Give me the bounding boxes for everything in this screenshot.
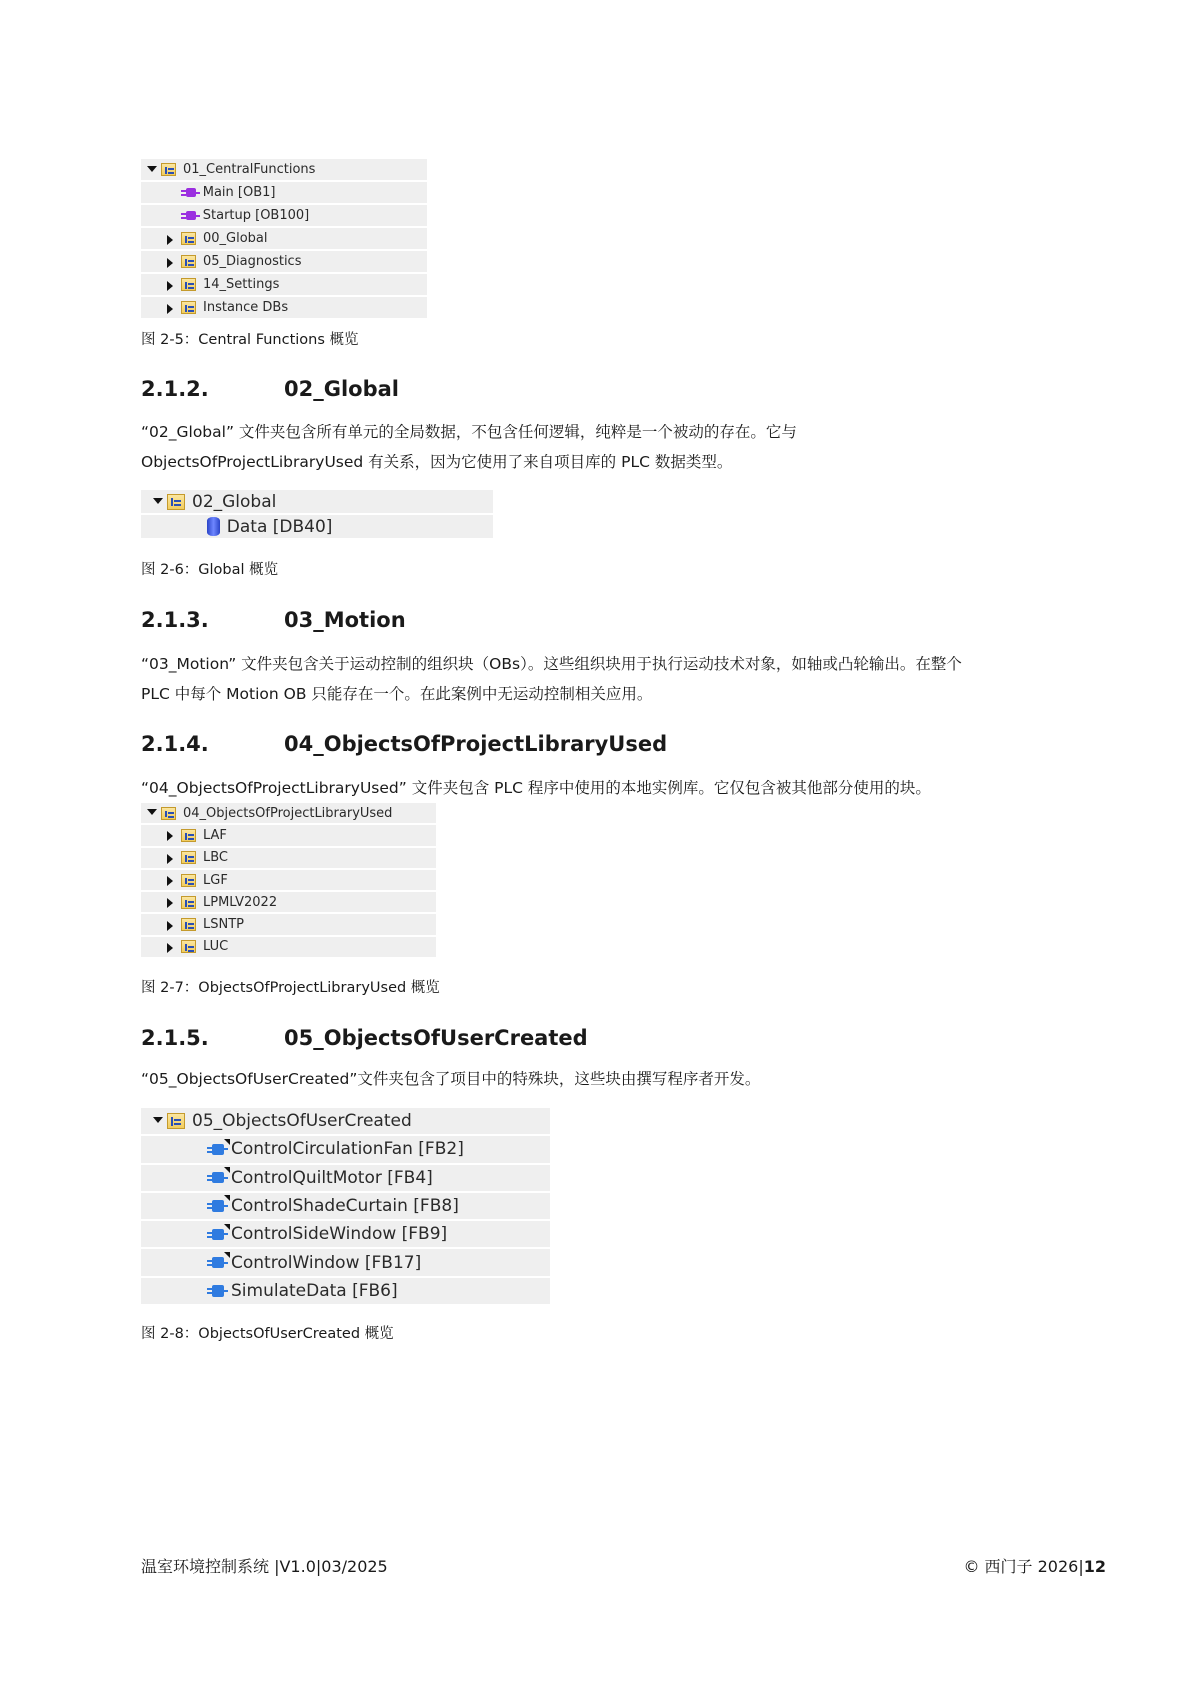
tree-item-label: ControlCirculationFan [FB2] [231, 1139, 464, 1160]
tree-item[interactable] [141, 1136, 550, 1164]
figure-caption: 图 2-5：Central Functions 概览 [141, 332, 359, 348]
section-heading [141, 377, 399, 401]
page-number: 12 [1083, 1557, 1106, 1576]
folder-icon [181, 896, 196, 909]
tree-item-label: ControlQuiltMotor [FB4] [231, 1167, 433, 1188]
tree-item[interactable] [141, 1108, 550, 1136]
tree-item[interactable] [141, 274, 427, 297]
folder-icon [167, 1113, 185, 1129]
tree-item[interactable] [141, 914, 436, 936]
folder-icon [167, 494, 185, 510]
folder-icon [161, 807, 176, 820]
tree-item[interactable] [141, 297, 427, 320]
tree-item[interactable] [141, 870, 436, 892]
folder-icon [181, 301, 196, 314]
folder-icon [181, 918, 196, 931]
function-block-icon [212, 1144, 224, 1155]
tree-item[interactable] [141, 228, 427, 251]
tree-item-label: ControlShadeCurtain [FB8] [231, 1196, 459, 1217]
folder-icon [181, 851, 196, 864]
paragraph [141, 649, 962, 709]
folder-icon [181, 232, 196, 245]
paragraph [141, 773, 931, 803]
organization-block-icon [186, 211, 196, 220]
tree-item[interactable] [141, 515, 493, 540]
expand-arrow-icon[interactable] [167, 854, 173, 864]
heading-number: 2.1.2. [141, 377, 209, 401]
tree-user-created [141, 1108, 550, 1306]
tree-item-label: 05_ObjectsOfUserCreated [192, 1111, 412, 1132]
tree-item-label: 02_Global [192, 491, 277, 512]
data-block-icon [207, 517, 220, 536]
figure-caption: 图 2-6：Global 概览 [141, 562, 279, 578]
tree-item-label: ControlWindow [FB17] [231, 1252, 422, 1273]
tree-item-label: Instance DBs [203, 300, 289, 315]
heading-title: 03_Motion [284, 608, 406, 632]
collapse-arrow-icon[interactable] [147, 809, 157, 815]
expand-arrow-icon[interactable] [167, 281, 173, 291]
tree-item[interactable] [141, 182, 427, 205]
function-block-icon [212, 1285, 224, 1296]
heading-number: 2.1.4. [141, 732, 209, 756]
tree-global [141, 490, 493, 540]
collapse-arrow-icon[interactable] [153, 1117, 163, 1123]
tree-item-label: 14_Settings [203, 277, 280, 292]
tree-item[interactable] [141, 251, 427, 274]
folder-icon [181, 829, 196, 842]
tree-item[interactable] [141, 1165, 550, 1193]
tree-central-functions [141, 159, 427, 320]
paragraph [141, 417, 797, 477]
paragraph-line: “05_ObjectsOfUserCreated”文件夹包含了项目中的特殊块，这些块由撰写程序者开发。 [141, 1070, 761, 1088]
folder-icon [181, 255, 196, 268]
tree-item-label: LUC [203, 939, 229, 955]
tree-item-label: Startup [OB100] [202, 208, 310, 223]
tree-item[interactable] [141, 159, 427, 182]
paragraph [141, 1064, 760, 1094]
tree-item[interactable] [141, 1249, 550, 1277]
collapse-arrow-icon[interactable] [153, 498, 163, 504]
tree-item-label: LAF [203, 827, 227, 843]
paragraph-line: PLC 中每个 Motion OB 只能存在一个。在此案例中无运动控制相关应用。 [141, 685, 653, 703]
figure-caption: 图 2-7：ObjectsOfProjectLibraryUsed 概览 [141, 980, 440, 996]
tree-item-label: Main [OB1] [202, 185, 276, 200]
function-block-icon [212, 1172, 224, 1183]
paragraph-line: “03_Motion” 文件夹包含关于运动控制的组织块（OBs）。这些组织块用于执行运动技术对象，如轴或凸轮输出。在整个 [141, 655, 962, 673]
figure-caption: 图 2-8：ObjectsOfUserCreated 概览 [141, 1326, 394, 1342]
collapse-arrow-icon[interactable] [147, 166, 157, 172]
heading-title: 02_Global [284, 377, 399, 401]
tree-item-label: ControlSideWindow [FB9] [231, 1224, 448, 1245]
tree-item-label: LBC [203, 850, 229, 866]
expand-arrow-icon[interactable] [167, 304, 173, 314]
heading-title: 04_ObjectsOfProjectLibraryUsed [284, 732, 668, 756]
tree-library-used [141, 803, 436, 959]
tree-item-label: 05_Diagnostics [203, 254, 302, 269]
paragraph-line: “02_Global” 文件夹包含所有单元的全局数据，不包含任何逻辑，纯粹是一个被动的存在。它与 [141, 423, 797, 441]
expand-arrow-icon[interactable] [167, 921, 173, 931]
tree-item[interactable] [141, 205, 427, 228]
footer-left: 温室环境控制系统 |V1.0|03/2025 [141, 1557, 388, 1576]
footer-right [963, 1554, 1106, 1577]
footer-copyright: © 西门子 2026| [963, 1557, 1084, 1576]
tree-item-label: 04_ObjectsOfProjectLibraryUsed [183, 805, 393, 821]
tree-item[interactable] [141, 1221, 550, 1249]
folder-icon [181, 278, 196, 291]
function-block-icon [212, 1257, 224, 1268]
heading-number: 2.1.5. [141, 1026, 209, 1050]
tree-item-label: SimulateData [FB6] [231, 1280, 398, 1301]
tree-item-label: LPMLV2022 [203, 894, 278, 910]
tree-item[interactable] [141, 825, 436, 847]
tree-item[interactable] [141, 937, 436, 959]
tree-item[interactable] [141, 803, 436, 825]
tree-item[interactable] [141, 1278, 550, 1306]
section-heading [141, 608, 406, 632]
expand-arrow-icon[interactable] [167, 898, 173, 908]
paragraph-line: “04_ObjectsOfProjectLibraryUsed” 文件夹包含 PLC 程序中使用的本地实例库。它仅包含被其他部分使用的块。 [141, 779, 931, 797]
expand-arrow-icon[interactable] [167, 943, 173, 953]
section-heading [141, 1026, 588, 1050]
expand-arrow-icon[interactable] [167, 235, 173, 245]
tree-item-label: Data [DB40] [226, 516, 333, 537]
tree-item-label: LSNTP [203, 917, 244, 933]
function-block-icon [212, 1200, 224, 1211]
organization-block-icon [186, 188, 196, 197]
function-block-icon [212, 1229, 224, 1240]
expand-arrow-icon[interactable] [167, 258, 173, 268]
paragraph-line: ObjectsOfProjectLibraryUsed 有关系，因为它使用了来自项目库的 PLC 数据类型。 [141, 453, 733, 471]
expand-arrow-icon[interactable] [167, 876, 173, 886]
tree-item[interactable] [141, 1193, 550, 1221]
tree-item[interactable] [141, 892, 436, 914]
folder-icon [181, 940, 196, 953]
folder-icon [181, 874, 196, 887]
section-heading [141, 732, 667, 756]
tree-item[interactable] [141, 848, 436, 870]
tree-item-label: LGF [203, 872, 228, 888]
tree-item[interactable] [141, 490, 493, 515]
tree-item-label: 00_Global [203, 231, 268, 246]
tree-item-label: 01_CentralFunctions [183, 162, 316, 177]
folder-icon [161, 163, 176, 176]
heading-number: 2.1.3. [141, 608, 209, 632]
heading-title: 05_ObjectsOfUserCreated [284, 1026, 588, 1050]
expand-arrow-icon[interactable] [167, 831, 173, 841]
